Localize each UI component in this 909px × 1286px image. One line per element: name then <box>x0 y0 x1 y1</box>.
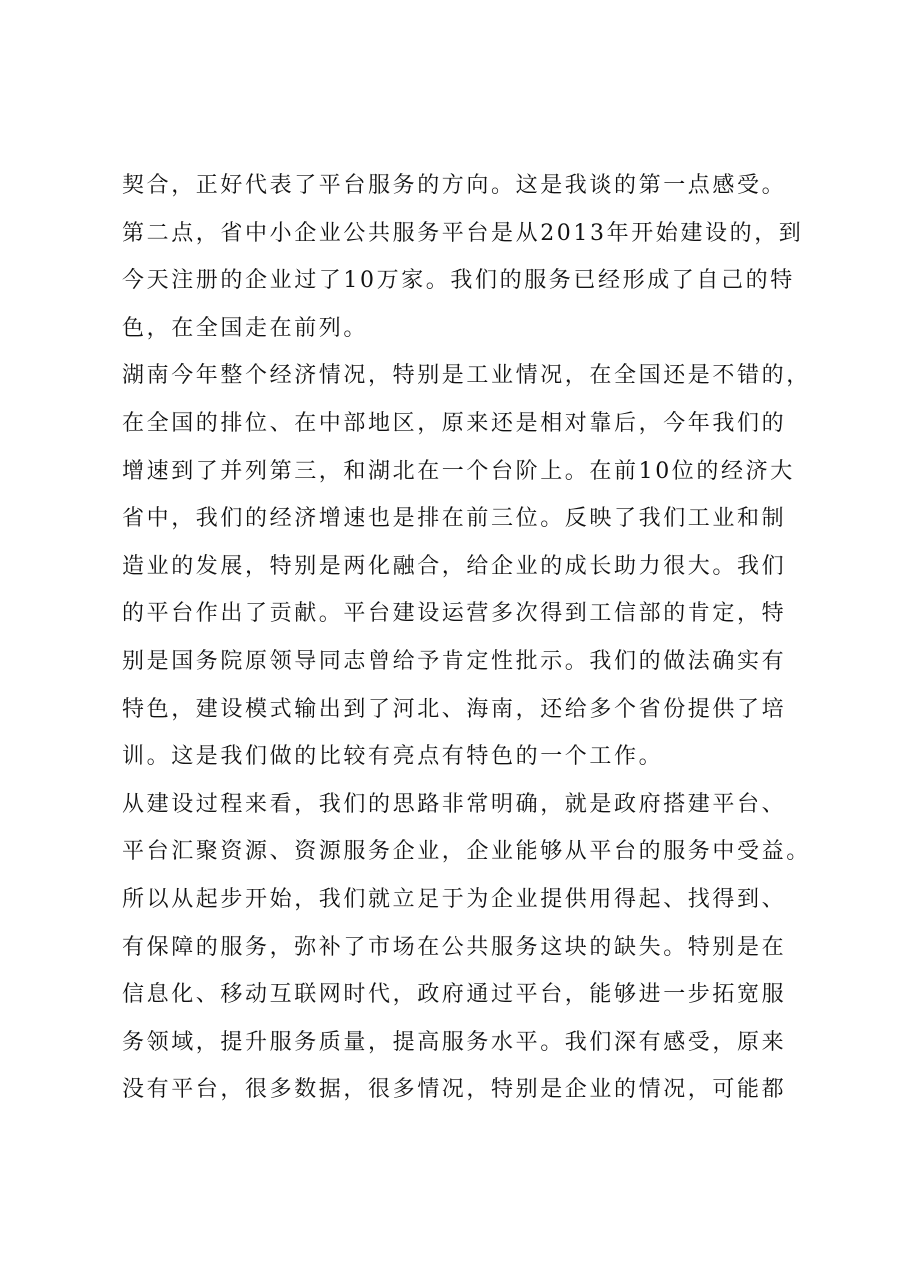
text-line: 训。这是我们做的比较有亮点有特色的一个工作。 <box>122 744 664 770</box>
body-text <box>122 162 812 1114</box>
text-line: 没有平台，很多数据，很多情况，特别是企业的情况，可能都 <box>122 1077 787 1103</box>
text-line: 所以从起步开始，我们就立足于为企业提供用得起、找得到、 <box>122 886 787 912</box>
text-line: 从建设过程来看，我们的思路非常明确，就是政府搭建平台、 <box>122 791 787 817</box>
text-line: 湖南今年整个经济情况，特别是工业情况，在全国还是不错的， <box>122 363 811 389</box>
text-line: 色，在全国走在前列。 <box>122 315 369 341</box>
text-line: 省中，我们的经济增速也是排在前三位。反映了我们工业和制 <box>122 506 787 532</box>
text-line: 造业的发展，特别是两化融合，给企业的成长助力很大。我们 <box>122 553 787 579</box>
text-line: 务领域，提升服务质量，提高服务水平。我们深有感受，原来 <box>122 1029 787 1055</box>
text-line: 今天注册的企业过了10万家。我们的服务已经形成了自己的特 <box>122 268 795 294</box>
text-line: 特色，建设模式输出到了河北、海南，还给多个省份提供了培 <box>122 696 787 722</box>
text-line: 别是国务院原领导同志曾给予肯定性批示。我们的做法确实有 <box>122 648 787 674</box>
text-line: 第二点，省中小企业公共服务平台是从2013年开始建设的，到 <box>122 220 804 246</box>
text-line: 信息化、移动互联网时代，政府通过平台，能够进一步拓宽服 <box>122 982 787 1008</box>
text-line: 有保障的服务，弥补了市场在公共服务这块的缺失。特别是在 <box>122 934 787 960</box>
text-line: 平台汇聚资源、资源服务企业，企业能够从平台的服务中受益。 <box>122 839 811 865</box>
text-line: 的平台作出了贡献。平台建设运营多次得到工信部的肯定，特 <box>122 601 787 627</box>
text-line: 增速到了并列第三，和湖北在一个台阶上。在前10位的经济大 <box>122 458 795 484</box>
text-line: 契合，正好代表了平台服务的方向。这是我谈的第一点感受。 <box>122 173 787 198</box>
text-line: 在全国的排位、在中部地区，原来还是相对靠后，今年我们的 <box>122 410 787 436</box>
